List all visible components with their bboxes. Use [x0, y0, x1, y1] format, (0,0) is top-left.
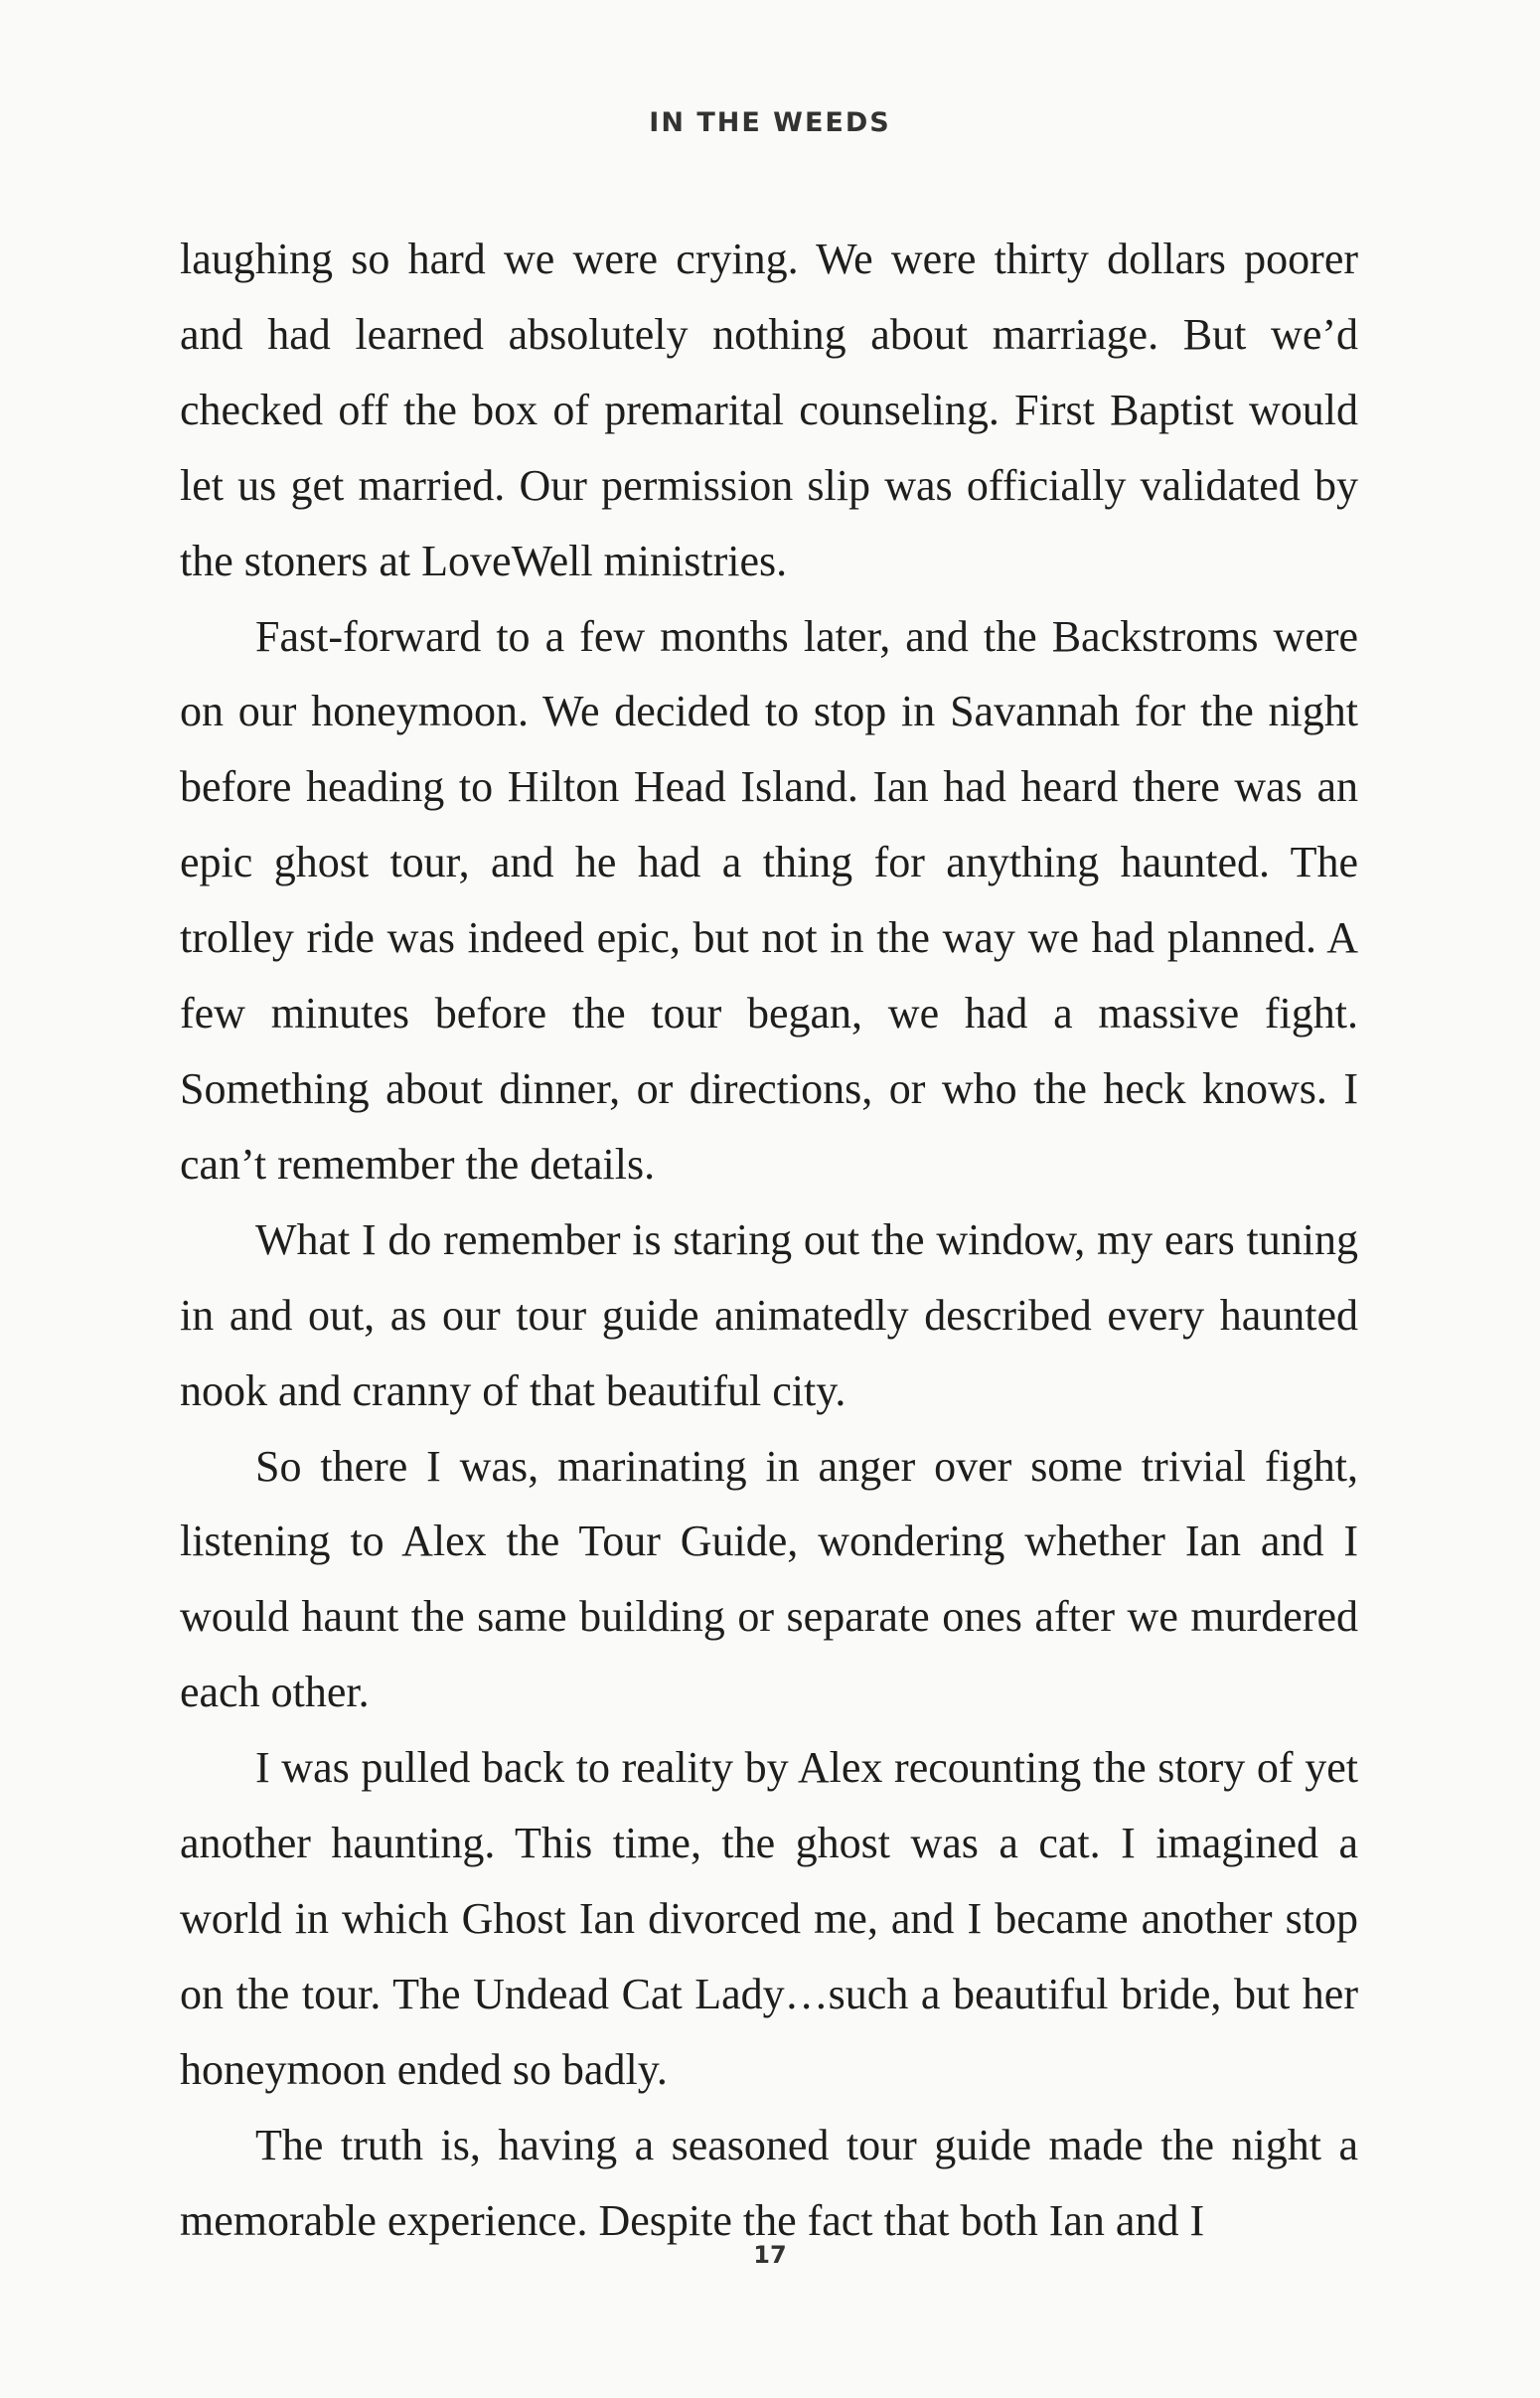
page-number: 17 — [753, 2241, 787, 2269]
running-head: IN THE WEEDS — [649, 107, 891, 138]
paragraph: So there I was, marinating in anger over some trivial fight, listening to Alex the Tour Guide, wondering whether Ian and I would haunt the same building or separate ones after we murdered each other. — [180, 1441, 1358, 1717]
paragraph: Fast-forward to a few months later, and the Backstroms were on our honeymoon. We decided to stop in Savannah for the night before heading to Hilton Head Island. Ian had heard there was an epic ghost tour, and he had a thing for anything haunted. The trolley ride was indeed epic, but not in the way we had planned. A few minutes before the tour began, we had a massive fight. Something about dinner, or directions, or who the heck knows. I can’t remember the details. — [180, 611, 1358, 1189]
body-text — [180, 222, 1358, 2258]
paragraph: I was pulled back to reality by Alex recounting the story of yet another haunting. This time, the ghost was a cat. I imagined a world in which Ghost Ian divorced me, and I became another stop on the tour. The Undead Cat Lady…such a beautiful bride, but her honeymoon ended so badly. — [180, 1743, 1358, 2094]
paragraph: The truth is, having a seasoned tour guide made the night a memorable experience. Despite the fact that both Ian and I — [180, 2120, 1358, 2245]
paragraph: What I do remember is staring out the window, my ears tuning in and out, as our tour guide animatedly described every haunted nook and cranny of that beautiful city. — [180, 1214, 1358, 1415]
paragraph: laughing so hard we were crying. We were thirty dollars poorer and had learned absolutely nothing about marriage. But we’d checked off the box of premarital counseling. First Baptist would let us get married. Our permission slip was officially validated by the stoners at LoveWell ministries. — [180, 235, 1358, 585]
